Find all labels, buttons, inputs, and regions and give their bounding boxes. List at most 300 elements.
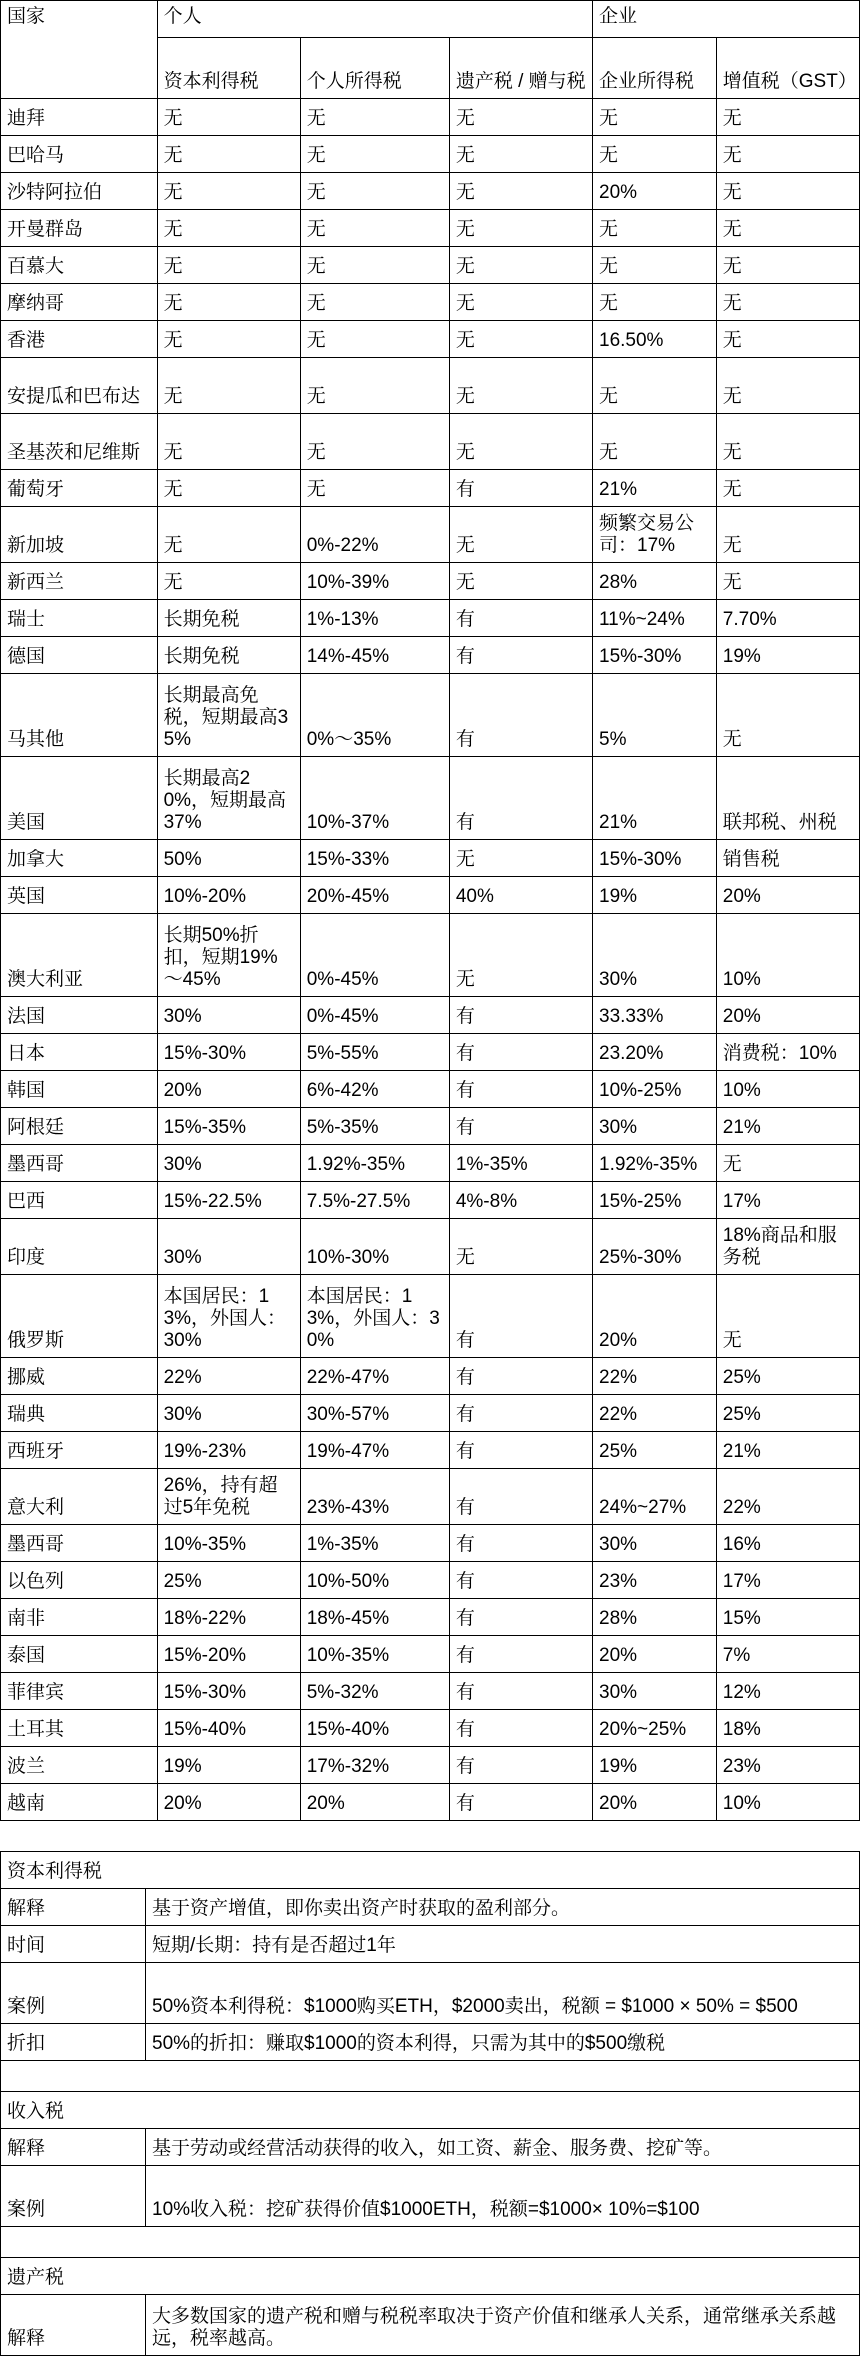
cell-income-tax: 无 (300, 358, 449, 414)
cell-vat: 无 (716, 99, 859, 136)
cell-country: 南非 (1, 1599, 158, 1636)
cell-country: 迪拜 (1, 99, 158, 136)
cell-vat: 16% (716, 1525, 859, 1562)
cell-estate-tax: 无 (449, 284, 592, 321)
cell-vat: 无 (716, 563, 859, 600)
term-description: 基于劳动或经营活动获得的收入，如工资、薪金、服务费、挖矿等。 (146, 2129, 860, 2166)
cell-vat: 18% (716, 1710, 859, 1747)
cell-corporate-tax: 28% (593, 1599, 717, 1636)
cell-vat: 21% (716, 1108, 859, 1145)
table-row (1, 507, 860, 563)
cell-income-tax: 无 (300, 321, 449, 358)
cell-corporate-tax: 5% (593, 674, 717, 757)
cell-estate-tax: 有 (449, 637, 592, 674)
table-row (1, 1562, 860, 1599)
cell-estate-tax: 无 (449, 1219, 592, 1275)
table-row (1, 914, 860, 997)
cell-income-tax: 5%-55% (300, 1034, 449, 1071)
cell-income-tax: 15%-40% (300, 1710, 449, 1747)
table-header-group-row (1, 1, 860, 38)
cell-income-tax: 无 (300, 284, 449, 321)
cell-capital-gains: 无 (157, 358, 300, 414)
table-row (1, 757, 860, 840)
table-row (1, 840, 860, 877)
cell-estate-tax: 有 (449, 1469, 592, 1525)
cell-estate-tax: 有 (449, 1034, 592, 1071)
cell-country: 澳大利亚 (1, 914, 158, 997)
cell-corporate-tax: 15%-25% (593, 1182, 717, 1219)
cell-country: 波兰 (1, 1747, 158, 1784)
cell-country: 瑞典 (1, 1395, 158, 1432)
cell-income-tax: 14%-45% (300, 637, 449, 674)
cell-income-tax: 10%-50% (300, 1562, 449, 1599)
cell-vat: 10% (716, 1071, 859, 1108)
cell-capital-gains: 长期50%折扣，短期19%～45% (157, 914, 300, 997)
cell-estate-tax: 无 (449, 99, 592, 136)
cell-vat: 无 (716, 358, 859, 414)
header-corporate-tax: 企业所得税 (593, 38, 717, 99)
term-row (1, 1926, 860, 1963)
cell-vat: 无 (716, 284, 859, 321)
cell-estate-tax: 无 (449, 210, 592, 247)
cell-estate-tax: 有 (449, 470, 592, 507)
cell-estate-tax: 无 (449, 321, 592, 358)
table-row (1, 600, 860, 637)
cell-income-tax: 无 (300, 247, 449, 284)
cell-income-tax: 10%-39% (300, 563, 449, 600)
table-row (1, 1784, 860, 1821)
term-description: 50%的折扣：赚取$1000的资本利得，只需为其中的$500缴税 (146, 2024, 860, 2061)
table-gap (0, 1821, 860, 1851)
header-income-tax: 个人所得税 (300, 38, 449, 99)
cell-income-tax: 10%-37% (300, 757, 449, 840)
cell-vat: 无 (716, 136, 859, 173)
table-row (1, 877, 860, 914)
cell-capital-gains: 无 (157, 247, 300, 284)
cell-estate-tax: 有 (449, 1432, 592, 1469)
cell-income-tax: 无 (300, 470, 449, 507)
cell-capital-gains: 30% (157, 1219, 300, 1275)
term-label: 解释 (1, 2129, 146, 2166)
cell-vat: 19% (716, 637, 859, 674)
cell-vat: 无 (716, 470, 859, 507)
cell-vat: 无 (716, 210, 859, 247)
cell-vat: 25% (716, 1358, 859, 1395)
cell-corporate-tax: 30% (593, 1673, 717, 1710)
cell-corporate-tax: 无 (593, 358, 717, 414)
cell-country: 越南 (1, 1784, 158, 1821)
header-estate-gift-tax: 遗产税 / 赠与税 (449, 38, 592, 99)
header-country: 国家 (1, 1, 158, 99)
cell-capital-gains: 无 (157, 99, 300, 136)
cell-vat: 10% (716, 1784, 859, 1821)
table-row (1, 1525, 860, 1562)
table-row (1, 1275, 860, 1358)
cell-corporate-tax: 23% (593, 1562, 717, 1599)
section-title: 遗产税 (1, 2258, 860, 2295)
term-row (1, 2295, 860, 2356)
table-row (1, 1108, 860, 1145)
cell-income-tax: 30%-57% (300, 1395, 449, 1432)
table-row (1, 1636, 860, 1673)
cell-capital-gains: 26%，持有超过5年免税 (157, 1469, 300, 1525)
cell-vat: 无 (716, 507, 859, 563)
cell-vat: 消费税：10% (716, 1034, 859, 1071)
cell-income-tax: 0%～35% (300, 674, 449, 757)
cell-capital-gains: 本国居民：13%，外国人：30% (157, 1275, 300, 1358)
cell-income-tax: 1.92%-35% (300, 1145, 449, 1182)
cell-vat: 18%商品和服务税 (716, 1219, 859, 1275)
cell-corporate-tax: 15%-30% (593, 840, 717, 877)
cell-income-tax: 6%-42% (300, 1071, 449, 1108)
cell-estate-tax: 无 (449, 914, 592, 997)
cell-vat: 15% (716, 1599, 859, 1636)
cell-income-tax: 20% (300, 1784, 449, 1821)
cell-estate-tax: 有 (449, 1747, 592, 1784)
cell-estate-tax: 有 (449, 674, 592, 757)
cell-corporate-tax: 22% (593, 1395, 717, 1432)
cell-income-tax: 0%-45% (300, 997, 449, 1034)
table-row (1, 247, 860, 284)
cell-income-tax: 5%-32% (300, 1673, 449, 1710)
cell-vat: 22% (716, 1469, 859, 1525)
cell-country: 开曼群岛 (1, 210, 158, 247)
header-capital-gains: 资本利得税 (157, 38, 300, 99)
term-description: 50%资本利得税：$1000购买ETH，$2000卖出，税额 = $1000 × 50% = $500 (146, 1963, 860, 2024)
cell-country: 韩国 (1, 1071, 158, 1108)
cell-capital-gains: 15%-30% (157, 1673, 300, 1710)
header-personal: 个人 (157, 1, 592, 38)
cell-corporate-tax: 33.33% (593, 997, 717, 1034)
cell-country: 安提瓜和巴布达 (1, 358, 158, 414)
header-corporate: 企业 (593, 1, 860, 38)
cell-capital-gains: 长期免税 (157, 600, 300, 637)
cell-vat: 无 (716, 674, 859, 757)
cell-income-tax: 5%-35% (300, 1108, 449, 1145)
cell-income-tax: 19%-47% (300, 1432, 449, 1469)
cell-corporate-tax: 30% (593, 1525, 717, 1562)
cell-country: 德国 (1, 637, 158, 674)
cell-estate-tax: 有 (449, 600, 592, 637)
cell-capital-gains: 无 (157, 563, 300, 600)
term-label: 案例 (1, 1963, 146, 2024)
cell-income-tax: 18%-45% (300, 1599, 449, 1636)
cell-country: 土耳其 (1, 1710, 158, 1747)
cell-corporate-tax: 28% (593, 563, 717, 600)
table-row (1, 563, 860, 600)
cell-income-tax: 10%-35% (300, 1636, 449, 1673)
cell-capital-gains: 20% (157, 1071, 300, 1108)
cell-income-tax: 无 (300, 99, 449, 136)
cell-capital-gains: 10%-20% (157, 877, 300, 914)
cell-capital-gains: 22% (157, 1358, 300, 1395)
cell-corporate-tax: 25%-30% (593, 1219, 717, 1275)
cell-capital-gains: 19%-23% (157, 1432, 300, 1469)
cell-capital-gains: 15%-22.5% (157, 1182, 300, 1219)
table-row (1, 1034, 860, 1071)
cell-vat: 20% (716, 877, 859, 914)
cell-capital-gains: 10%-35% (157, 1525, 300, 1562)
table-row (1, 997, 860, 1034)
cell-income-tax: 本国居民：13%，外国人：30% (300, 1275, 449, 1358)
cell-capital-gains: 15%-20% (157, 1636, 300, 1673)
section-spacer (1, 2227, 860, 2258)
cell-estate-tax: 有 (449, 1784, 592, 1821)
cell-corporate-tax: 15%-30% (593, 637, 717, 674)
cell-capital-gains: 无 (157, 470, 300, 507)
cell-country: 巴哈马 (1, 136, 158, 173)
cell-corporate-tax: 21% (593, 470, 717, 507)
section-title: 收入税 (1, 2092, 860, 2129)
cell-estate-tax: 有 (449, 757, 592, 840)
cell-country: 俄罗斯 (1, 1275, 158, 1358)
table-row (1, 1395, 860, 1432)
cell-vat: 25% (716, 1395, 859, 1432)
cell-vat: 无 (716, 173, 859, 210)
cell-capital-gains: 15%-40% (157, 1710, 300, 1747)
cell-country: 墨西哥 (1, 1525, 158, 1562)
cell-capital-gains: 无 (157, 321, 300, 358)
table-row (1, 1710, 860, 1747)
table-row (1, 414, 860, 470)
cell-capital-gains: 无 (157, 507, 300, 563)
header-vat: 增值税（GST） (716, 38, 859, 99)
cell-country: 以色列 (1, 1562, 158, 1599)
cell-capital-gains: 长期最高免税，短期最高35% (157, 674, 300, 757)
table-row (1, 1358, 860, 1395)
cell-country: 意大利 (1, 1469, 158, 1525)
cell-capital-gains: 15%-35% (157, 1108, 300, 1145)
cell-capital-gains: 30% (157, 997, 300, 1034)
cell-estate-tax: 无 (449, 247, 592, 284)
cell-vat: 销售税 (716, 840, 859, 877)
cell-country: 香港 (1, 321, 158, 358)
table-row (1, 1673, 860, 1710)
cell-country: 西班牙 (1, 1432, 158, 1469)
spacer-cell (1, 2227, 860, 2258)
term-description: 大多数国家的遗产税和赠与税税率取决于资产价值和继承人关系，通常继承关系越远，税率越高。 (146, 2295, 860, 2356)
cell-estate-tax: 有 (449, 1562, 592, 1599)
term-row (1, 2166, 860, 2227)
cell-estate-tax: 无 (449, 414, 592, 470)
cell-capital-gains: 无 (157, 136, 300, 173)
cell-estate-tax: 有 (449, 1358, 592, 1395)
cell-country: 美国 (1, 757, 158, 840)
cell-corporate-tax: 20% (593, 173, 717, 210)
cell-country: 新加坡 (1, 507, 158, 563)
cell-estate-tax: 有 (449, 1710, 592, 1747)
cell-corporate-tax: 10%-25% (593, 1071, 717, 1108)
cell-vat: 无 (716, 414, 859, 470)
cell-estate-tax: 有 (449, 1636, 592, 1673)
cell-income-tax: 23%-43% (300, 1469, 449, 1525)
cell-country: 加拿大 (1, 840, 158, 877)
cell-corporate-tax: 20%~25% (593, 1710, 717, 1747)
table-row (1, 1182, 860, 1219)
cell-capital-gains: 无 (157, 414, 300, 470)
cell-estate-tax: 有 (449, 1108, 592, 1145)
cell-income-tax: 15%-33% (300, 840, 449, 877)
term-row (1, 2024, 860, 2061)
cell-corporate-tax: 无 (593, 99, 717, 136)
cell-country: 百慕大 (1, 247, 158, 284)
cell-vat: 无 (716, 321, 859, 358)
cell-capital-gains: 30% (157, 1395, 300, 1432)
cell-estate-tax: 4%-8% (449, 1182, 592, 1219)
cell-corporate-tax: 无 (593, 414, 717, 470)
table-row (1, 637, 860, 674)
cell-corporate-tax: 20% (593, 1636, 717, 1673)
cell-estate-tax: 有 (449, 1395, 592, 1432)
cell-corporate-tax: 19% (593, 877, 717, 914)
term-row (1, 1889, 860, 1926)
table-row (1, 470, 860, 507)
cell-income-tax: 7.5%-27.5% (300, 1182, 449, 1219)
tax-terms-table (0, 1851, 860, 2356)
cell-income-tax: 22%-47% (300, 1358, 449, 1395)
cell-vat: 17% (716, 1182, 859, 1219)
cell-corporate-tax: 无 (593, 210, 717, 247)
cell-income-tax: 无 (300, 414, 449, 470)
cell-corporate-tax: 无 (593, 247, 717, 284)
table-row (1, 1747, 860, 1784)
cell-corporate-tax: 30% (593, 1108, 717, 1145)
cell-capital-gains: 15%-30% (157, 1034, 300, 1071)
cell-income-tax: 10%-30% (300, 1219, 449, 1275)
cell-corporate-tax: 30% (593, 914, 717, 997)
section-title-row (1, 2258, 860, 2295)
term-description: 基于资产增值，即你卖出资产时获取的盈利部分。 (146, 1889, 860, 1926)
cell-corporate-tax: 无 (593, 284, 717, 321)
cell-income-tax: 1%-35% (300, 1525, 449, 1562)
cell-corporate-tax: 1.92%-35% (593, 1145, 717, 1182)
table-row (1, 1599, 860, 1636)
cell-corporate-tax: 20% (593, 1275, 717, 1358)
term-row (1, 2129, 860, 2166)
cell-vat: 无 (716, 1275, 859, 1358)
cell-country: 英国 (1, 877, 158, 914)
section-title-row (1, 2092, 860, 2129)
table-row (1, 1145, 860, 1182)
cell-capital-gains: 无 (157, 284, 300, 321)
term-label: 时间 (1, 1926, 146, 1963)
table-row (1, 173, 860, 210)
cell-corporate-tax: 23.20% (593, 1034, 717, 1071)
term-label: 折扣 (1, 2024, 146, 2061)
cell-corporate-tax: 11%~24% (593, 600, 717, 637)
cell-income-tax: 无 (300, 210, 449, 247)
cell-income-tax: 0%-45% (300, 914, 449, 997)
cell-country: 泰国 (1, 1636, 158, 1673)
cell-corporate-tax: 22% (593, 1358, 717, 1395)
term-row (1, 1963, 860, 2024)
cell-vat: 23% (716, 1747, 859, 1784)
cell-capital-gains: 长期免税 (157, 637, 300, 674)
cell-country: 新西兰 (1, 563, 158, 600)
cell-vat: 12% (716, 1673, 859, 1710)
table-row (1, 136, 860, 173)
table-row (1, 210, 860, 247)
cell-vat: 7.70% (716, 600, 859, 637)
cell-estate-tax: 无 (449, 507, 592, 563)
spacer-cell (1, 2061, 860, 2092)
cell-estate-tax: 1%-35% (449, 1145, 592, 1182)
term-description: 10%收入税：挖矿获得价值$1000ETH，税额=$1000× 10%=$100 (146, 2166, 860, 2227)
cell-estate-tax: 有 (449, 997, 592, 1034)
cell-corporate-tax: 24%~27% (593, 1469, 717, 1525)
cell-capital-gains: 25% (157, 1562, 300, 1599)
cell-corporate-tax: 19% (593, 1747, 717, 1784)
cell-country: 圣基茨和尼维斯 (1, 414, 158, 470)
section-title: 资本利得税 (1, 1852, 860, 1889)
cell-vat: 联邦税、州税 (716, 757, 859, 840)
cell-corporate-tax: 16.50% (593, 321, 717, 358)
cell-country: 沙特阿拉伯 (1, 173, 158, 210)
section-title-row (1, 1852, 860, 1889)
cell-country: 日本 (1, 1034, 158, 1071)
cell-capital-gains: 50% (157, 840, 300, 877)
cell-estate-tax: 无 (449, 136, 592, 173)
cell-country: 摩纳哥 (1, 284, 158, 321)
cell-vat: 无 (716, 1145, 859, 1182)
table-row (1, 674, 860, 757)
cell-income-tax: 20%-45% (300, 877, 449, 914)
cell-estate-tax: 有 (449, 1673, 592, 1710)
cell-income-tax: 0%-22% (300, 507, 449, 563)
cell-income-tax: 无 (300, 136, 449, 173)
cell-corporate-tax: 20% (593, 1784, 717, 1821)
cell-income-tax: 17%-32% (300, 1747, 449, 1784)
cell-income-tax: 1%-13% (300, 600, 449, 637)
term-label: 解释 (1, 2295, 146, 2356)
cell-estate-tax: 无 (449, 840, 592, 877)
cell-vat: 无 (716, 247, 859, 284)
cell-estate-tax: 有 (449, 1071, 592, 1108)
table-row (1, 284, 860, 321)
cell-country: 挪威 (1, 1358, 158, 1395)
cell-capital-gains: 无 (157, 173, 300, 210)
cell-capital-gains: 长期最高20%，短期最高37% (157, 757, 300, 840)
cell-estate-tax: 40% (449, 877, 592, 914)
cell-country: 葡萄牙 (1, 470, 158, 507)
table-row (1, 1071, 860, 1108)
cell-estate-tax: 无 (449, 173, 592, 210)
cell-capital-gains: 无 (157, 210, 300, 247)
cell-country: 墨西哥 (1, 1145, 158, 1182)
table-row (1, 99, 860, 136)
cell-country: 马其他 (1, 674, 158, 757)
cell-income-tax: 无 (300, 173, 449, 210)
table-row (1, 358, 860, 414)
cell-capital-gains: 20% (157, 1784, 300, 1821)
cell-vat: 10% (716, 914, 859, 997)
cell-corporate-tax: 无 (593, 136, 717, 173)
section-spacer (1, 2061, 860, 2092)
cell-vat: 7% (716, 1636, 859, 1673)
table-row (1, 1219, 860, 1275)
cell-corporate-tax: 21% (593, 757, 717, 840)
cell-country: 阿根廷 (1, 1108, 158, 1145)
cell-estate-tax: 有 (449, 1599, 592, 1636)
cell-corporate-tax: 25% (593, 1432, 717, 1469)
term-label: 案例 (1, 2166, 146, 2227)
cell-country: 菲律宾 (1, 1673, 158, 1710)
cell-country: 法国 (1, 997, 158, 1034)
cell-vat: 21% (716, 1432, 859, 1469)
term-label: 解释 (1, 1889, 146, 1926)
table-row (1, 1432, 860, 1469)
cell-estate-tax: 有 (449, 1525, 592, 1562)
